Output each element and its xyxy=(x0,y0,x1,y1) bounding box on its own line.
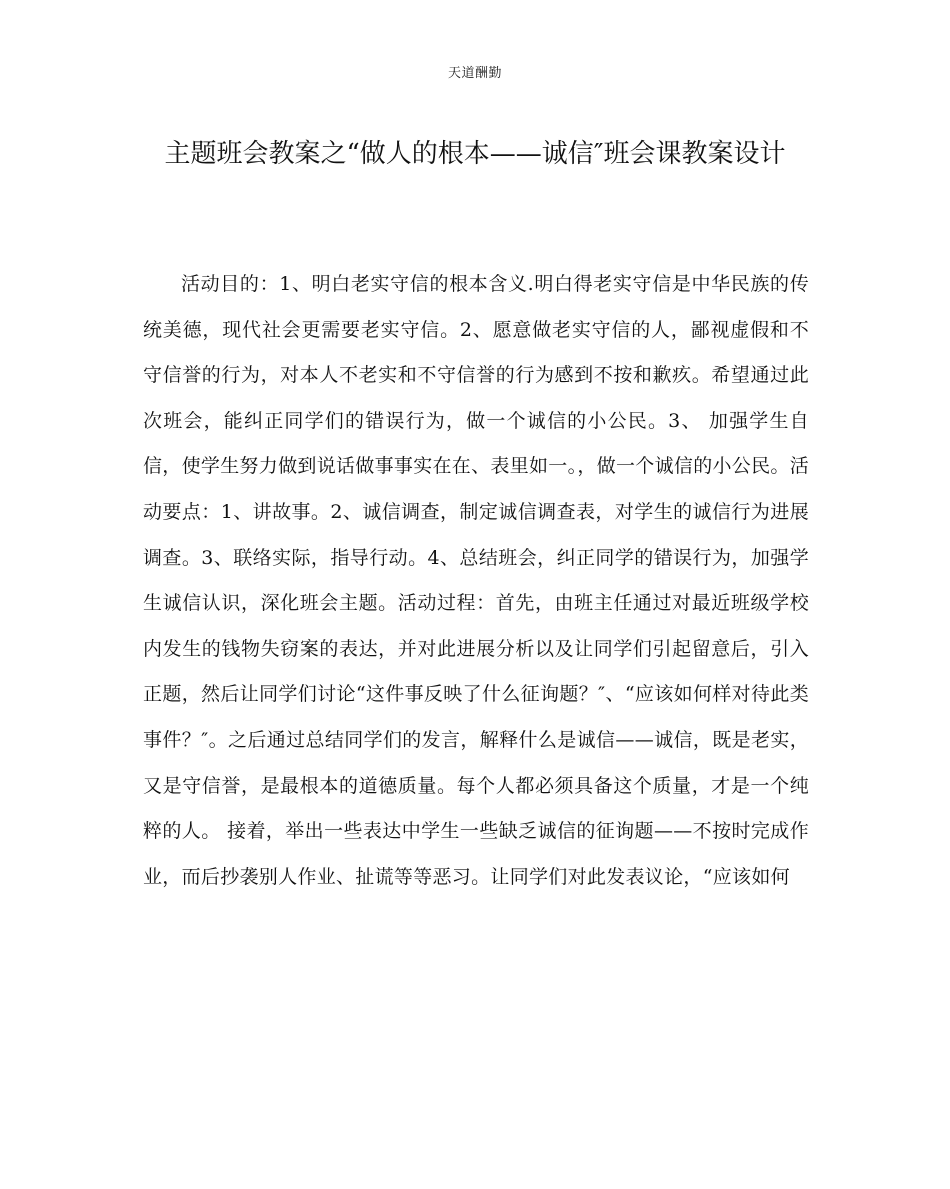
body-paragraph: 活动目的：1、明白老实守信的根本含义.明白得老实守信是中华民族的传统美德，现代社会更需要老实守信。2、愿意做老实守信的人，鄙视虚假和不守信誉的行为，对本人不老实和不守信誉的行为感到不按和歉疚。希望通过此次班会，能纠正同学们的错误行为，做一个诚信的小公民。3、 加强学生自信，使学生努力做到说话做事事实在在、表里如一。，做一个诚信的小公民。活动要点：1、讲故事。2、诚信调查，制定诚信调查表，对学生的诚信行为进展调查。3、联络实际，指导行动。4、总结班会，纠正同学的错误行为，加强学生诚信认识，深化班会主题。活动过程：首先，由班主任通过对最近班级学校内发生的钱物失窃案的表达，并对此进展分析以及让同学们引起留意后，引入正题，然后让同学们讨论“这件事反映了什么征询题？″、“应该如何样对待此类事件？″。之后通过总结同学们的发言，解释什么是诚信——诚信，既是老实，又是守信誉，是最根本的道德质量。每个人都必须具备这个质量，才是一个纯粹的人。 接着，举出一些表达中学生一些缺乏诚信的征询题——不按时完成作业，而后抄袭别人作业、扯谎等等恶习。让同学们对此发表议论，“应该如何 xyxy=(143,273,810,888)
document-title: 主题班会教案之“做人的根本——诚信″班会课教案设计 xyxy=(164,139,786,169)
page-header: 天道酬勤 xyxy=(447,66,502,81)
